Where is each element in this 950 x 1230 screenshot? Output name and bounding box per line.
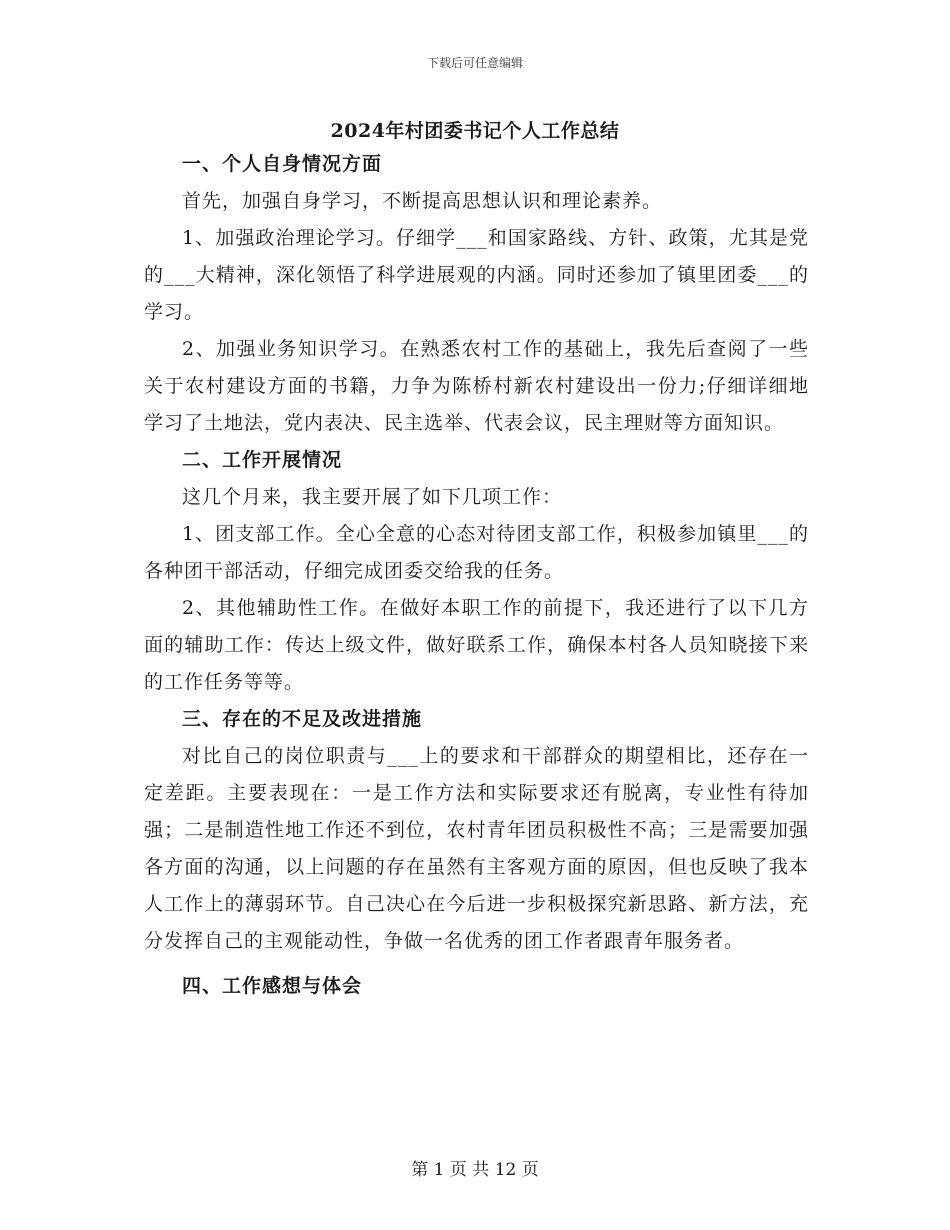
section-heading-3: 三、存在的不足及改进措施 [182,708,423,730]
paragraph: 2、加强业务知识学习。在熟悉农村工作的基础上，我先后查阅了一些关于农村建设方面的书籍，力争为陈桥村新农村建设出一份力;仔细详细地学习了土地法，党内表决、民主选举、代表会议，民主理财等方面知识。 [144,338,809,434]
paragraph: 2、其他辅助性工作。在做好本职工作的前提下，我还进行了以下几方面的辅助工作：传达上级文件，做好联系工作，确保本村各人员知晓接下来的工作任务等等。 [144,597,809,693]
paragraph: 首先，加强自身学习，不断提高思想认识和理论素养。 [182,190,663,212]
section-heading-4: 四、工作感想与体会 [182,975,363,997]
document-title: 2024年村团委书记个人工作总结 [330,120,620,142]
paragraph: 对比自己的岗位职责与___上的要求和干部群众的期望相比，还存在一定差距。主要表现在：一是工作方法和实际要求还有脱离，专业性有待加强；二是制造性地工作还不到位，农村青年团员积极性不高；三是需要加强各方面的沟通，以上问题的存在虽然有主客观方面的原因，但也反映了我本人工作上的薄弱环节。自己决心在今后进一步积极探究新思路、新方法，充分发挥自己的主观能动性，争做一名优秀的团工作者跟青年服务者。 [144,745,809,952]
paragraph: 这几个月来，我主要开展了如下几项工作： [182,486,563,508]
page-header-note: 下载后可任意编辑 [426,56,523,70]
section-heading-1: 一、个人自身情况方面 [182,153,383,175]
paragraph: 1、加强政治理论学习。仔细学___和国家路线、方针、政策，尤其是党的___大精神，深化领悟了科学进展观的内涵。同时还参加了镇里团委___的学习。 [144,227,809,323]
document-body [144,146,809,1005]
section-heading-2: 二、工作开展情况 [182,449,343,471]
page-number-footer: 第 1 页 共 12 页 [411,1160,539,1180]
paragraph: 1、团支部工作。全心全意的心态对待团支部工作，积极参加镇里___的各种团干部活动，仔细完成团委交给我的任务。 [144,523,809,582]
